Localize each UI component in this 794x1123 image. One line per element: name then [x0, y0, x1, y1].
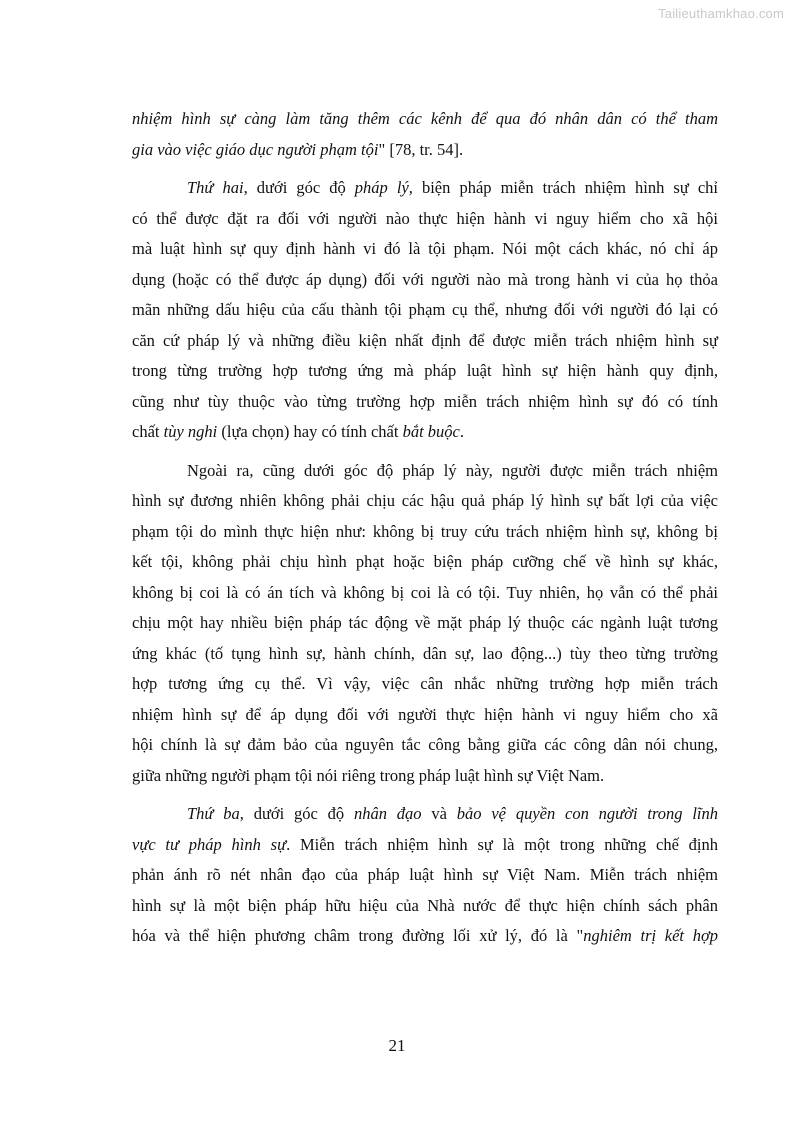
text-line	[132, 669, 718, 700]
text-line	[132, 700, 718, 731]
text-line	[132, 456, 718, 487]
italic-text: pháp lý	[354, 178, 409, 197]
watermark: Tailieuthamkhao.com	[658, 6, 784, 21]
text-line	[132, 173, 718, 204]
text-run: chịu một hay nhiều biện pháp tác động về mặt pháp lý thuộc các ngành luật tương	[132, 613, 718, 632]
italic-text: vực tư pháp hình sự	[132, 834, 287, 854]
text-line	[132, 517, 718, 548]
text-run: ứng khác (tố tụng hình sự, hành chính, dân sự, lao động...) tùy theo từng trường	[132, 643, 718, 663]
text-line	[132, 356, 718, 387]
text-run: hóa và thể hiện phương châm trong đường lối xử lý, đó là "	[132, 926, 584, 945]
text-line	[132, 921, 718, 952]
paragraph-4	[132, 799, 718, 952]
text-line	[132, 547, 718, 578]
text-line	[132, 417, 718, 448]
body-text	[132, 104, 718, 960]
italic-text: Thứ hai	[187, 178, 244, 197]
text-run: không bị coi là có án tích và không bị coi là có tội. Tuy nhiên, họ vẫn có thể phải	[132, 582, 718, 602]
text-run: .	[459, 422, 464, 441]
text-line	[132, 639, 718, 670]
text-run: hội chính là sự đảm bảo của nguyên tắc công bằng giữa các công dân nói chung,	[132, 735, 718, 754]
page-number: 21	[388, 1036, 406, 1055]
italic-text: nhân đạo	[353, 804, 422, 823]
text-run: phạm tội do mình thực hiện như: không bị truy cứu trách nhiệm hình sự, không bị	[132, 521, 718, 541]
text-line	[132, 104, 718, 135]
text-line	[132, 326, 718, 357]
text-run: , dưới góc độ	[239, 804, 354, 823]
text-run: kết tội, không phải chịu hình phạt hoặc biện pháp cưỡng chế về hình sự khác,	[132, 552, 718, 571]
text-run: (lựa chọn) hay có tính chất	[217, 422, 403, 441]
text-line	[132, 608, 718, 639]
paragraph-2	[132, 173, 718, 448]
italic-text: bảo vệ quyền con người trong lĩnh	[456, 804, 719, 823]
italic-text: Thứ ba	[187, 804, 240, 823]
text-run: hình sự là một biện pháp hữu hiệu của Nhà nước để thực hiện chính sách phân	[132, 895, 718, 915]
text-run: dụng (hoặc có thể được áp dụng) đối với người nào mà trong hành vi của họ thỏa	[132, 269, 718, 289]
italic-text: bắt buộc	[402, 422, 460, 441]
text-run: căn cứ pháp lý và những điều kiện nhất định để được miễn trách nhiệm hình sự	[132, 330, 718, 350]
text-line	[132, 135, 718, 166]
italic-text: tùy nghi	[163, 422, 218, 441]
text-run: trong từng trường hợp tương ứng mà pháp luật hình sự hiện hành quy định,	[132, 361, 718, 380]
text-run: có thể được đặt ra đối với người nào thực hiện hành vi nguy hiểm cho xã hội	[132, 208, 718, 228]
text-run: . Miễn trách nhiệm hình sự là một trong những chế định	[286, 834, 719, 854]
text-run: phản ánh rõ nét nhân đạo của pháp luật hình sự Việt Nam. Miễn trách nhiệm	[132, 865, 718, 884]
text-line	[132, 730, 718, 761]
text-run: , dưới góc độ	[243, 178, 355, 197]
text-line	[132, 761, 718, 792]
text-line	[132, 486, 718, 517]
text-run: mà luật hình sự quy định hành vi đó là tội phạm. Nói một cách khác, nó chỉ áp	[132, 239, 718, 258]
text-run: " [78, tr. 54].	[378, 139, 464, 159]
text-run: chất	[132, 422, 164, 441]
text-line	[132, 387, 718, 418]
text-run: cũng như tùy thuộc vào từng trường hợp miễn trách nhiệm hình sự đó có tính	[132, 391, 718, 411]
text-run: mãn những dấu hiệu của cấu thành tội phạm cụ thể, nhưng đối với người đó lại có	[132, 300, 718, 319]
italic-text: nhiệm hình sự càng làm tăng thêm các kênh để qua đó nhân dân có thể tham	[132, 109, 718, 128]
text-run: hình sự đương nhiên không phải chịu các hậu quả pháp lý hình sự bất lợi của việc	[132, 491, 718, 510]
italic-text: nghiêm trị kết hợp	[583, 926, 719, 945]
paragraph-1	[132, 104, 718, 165]
text-run: giữa những người phạm tội nói riêng trong pháp luật hình sự Việt Nam.	[132, 765, 605, 785]
italic-text: gia vào việc giáo dục người phạm tội	[132, 139, 379, 159]
text-line	[132, 830, 718, 861]
text-line	[132, 234, 718, 265]
text-line	[132, 799, 718, 830]
text-run: Ngoài ra, cũng dưới góc độ pháp lý này, người được miễn trách nhiệm	[187, 460, 718, 480]
text-line	[132, 860, 718, 891]
text-run: nhiệm hình sự để áp dụng đối với người thực hiện hành vi nguy hiểm cho xã	[132, 704, 718, 724]
text-line	[132, 204, 718, 235]
text-run: và	[421, 804, 457, 823]
text-line	[132, 578, 718, 609]
text-run: , biện pháp miễn trách nhiệm hình sự chỉ	[408, 178, 718, 197]
paragraph-3	[132, 456, 718, 792]
text-line	[132, 295, 718, 326]
text-line	[132, 265, 718, 296]
text-run: hợp tương ứng cụ thể. Vì vậy, việc cân nhắc những trường hợp miễn trách	[132, 674, 718, 693]
text-line	[132, 891, 718, 922]
